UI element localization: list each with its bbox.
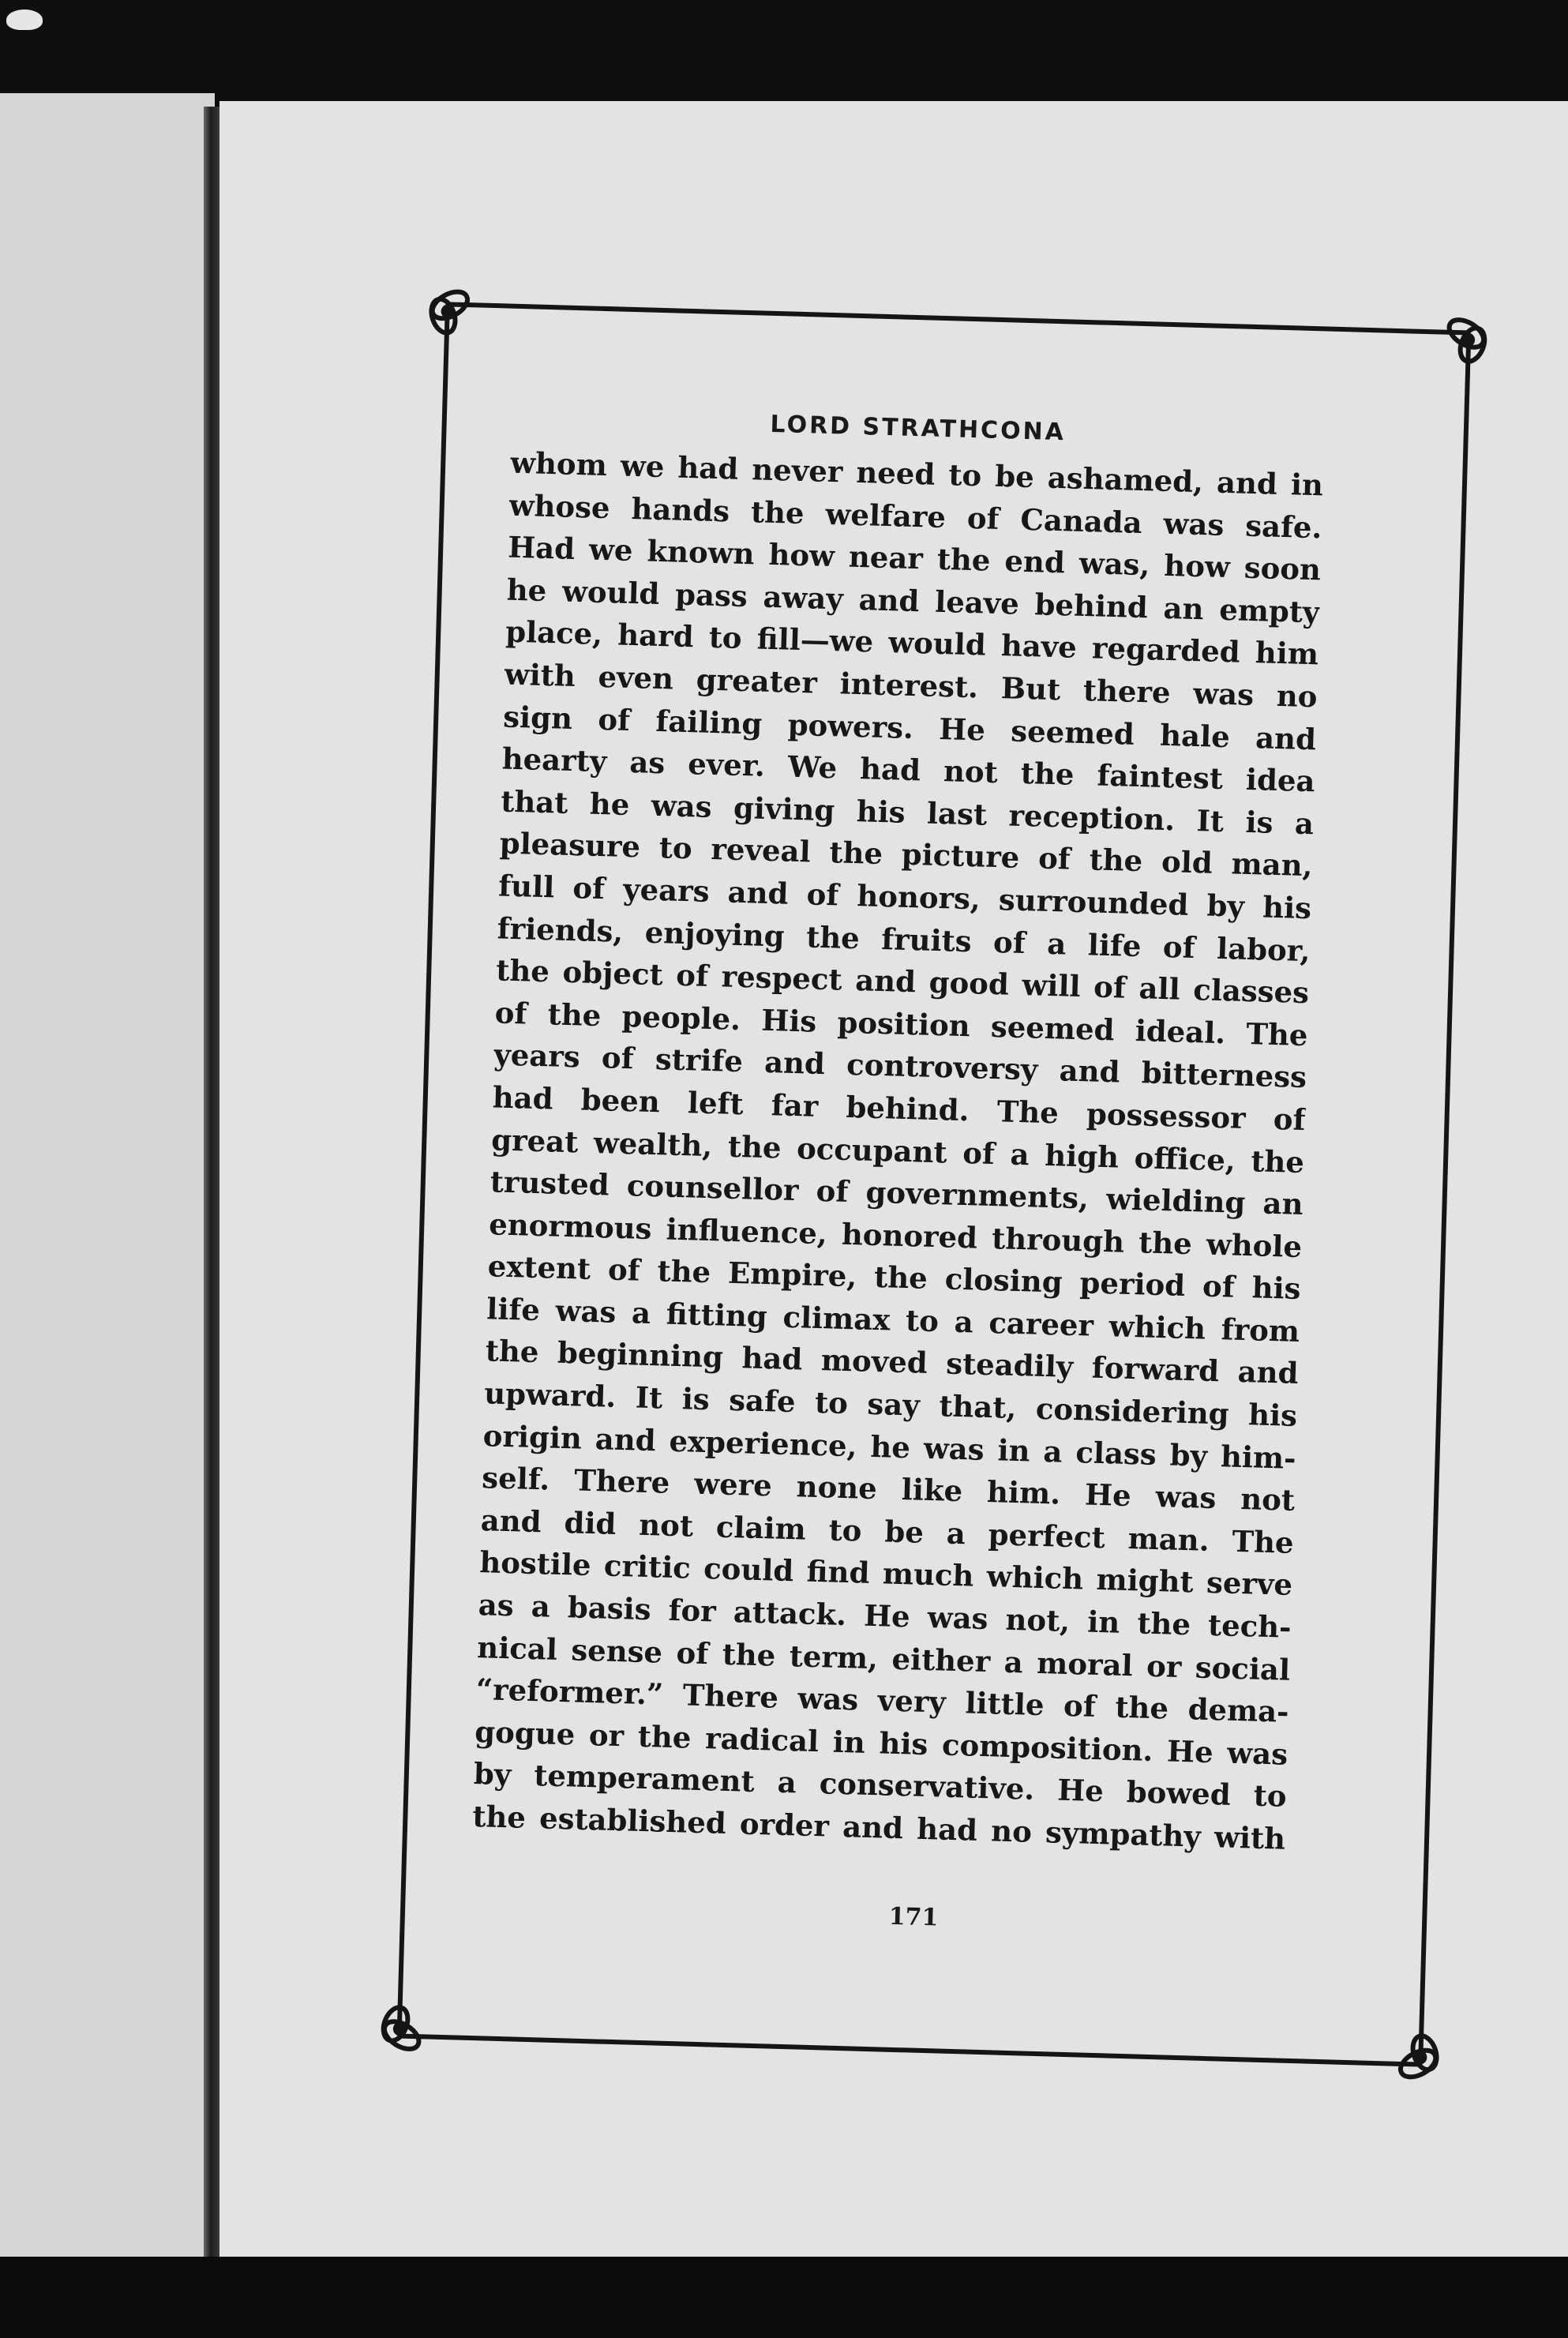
text-line: upward. It is safe to say that, considering his [483, 1375, 1298, 1434]
text-line: trusted counsellor of governments, wielding an [490, 1164, 1304, 1222]
scan-corner-mark [6, 9, 43, 30]
text-line: with even greater interest. But there was no [504, 656, 1319, 715]
text-line: sign of failing powers. He seemed hale and [502, 699, 1317, 756]
text-line: he would pass away and leave behind an empty [506, 572, 1321, 630]
running-head: LORD STRATHCONA [770, 410, 1067, 447]
text-line: had been left far behind. The possessor of [492, 1079, 1307, 1138]
body-text [472, 442, 1324, 1861]
text-line: that he was giving his last reception. It is a [500, 783, 1315, 841]
text-line: full of years and of honors, surrounded by his [497, 868, 1312, 926]
text-line: hearty as ever. We had not the faintest idea [501, 741, 1316, 799]
corner-flourish-icon [1427, 306, 1500, 378]
text-line: and did not claim to be a perfect man. The [480, 1502, 1295, 1560]
corner-flourish-icon [415, 277, 488, 350]
text-line: nical sense of the term, either a moral or social [476, 1629, 1291, 1687]
text-line: pleasure to reveal the picture of the old man, [499, 825, 1314, 884]
text-line: years of strife and controversy and bitterness [493, 1037, 1307, 1095]
facing-page-edge [0, 93, 215, 2272]
text-line: the beginning had moved steadily forward and [485, 1333, 1300, 1391]
corner-flourish-icon [368, 1990, 441, 2062]
text-line: whom we had never need to be ashamed, and in [509, 445, 1324, 503]
text-line: gogue or the radical in his composition. He was [474, 1713, 1289, 1772]
text-line: enormous influence, honored through the whole [488, 1206, 1303, 1264]
page-content [472, 403, 1325, 1861]
text-line: “reformer.” There was very little of the dema- [475, 1672, 1290, 1730]
text-line: as a basis for attack. He was not, in the tech- [478, 1587, 1292, 1645]
corner-flourish-icon [1379, 2018, 1452, 2091]
text-line: the established order and had no sympathy with [471, 1798, 1286, 1856]
text-line: extent of the Empire, the closing period of his [487, 1248, 1302, 1307]
text-line: self. There were none like him. He was not [481, 1460, 1296, 1518]
text-line: great wealth, the occupant of a high office, the [490, 1121, 1305, 1180]
text-line: the object of respect and good will of all classes [495, 952, 1310, 1011]
text-line: by temperament a conservative. He bowed to [473, 1756, 1288, 1814]
page-number: 171 [888, 1902, 939, 1932]
book-gutter [204, 107, 219, 2266]
text-line: friends, enjoying the fruits of a life of labor, [497, 910, 1311, 968]
decorative-page-border [397, 302, 1472, 2066]
text-line: origin and experience, he was in a class by him- [482, 1417, 1297, 1476]
text-line: life was a fitting climax to a career which from [486, 1291, 1300, 1349]
bottom-shadow [0, 2257, 1568, 2338]
text-line: place, hard to fill—we would have regarded him [505, 614, 1319, 672]
text-line: of the people. His position seemed ideal. The [494, 995, 1309, 1053]
text-line: hostile critic could find much which might serve [478, 1544, 1293, 1603]
text-line: whose hands the welfare of Canada was safe. [508, 487, 1323, 545]
text-line: Had we known how near the end was, how soon [507, 529, 1322, 587]
